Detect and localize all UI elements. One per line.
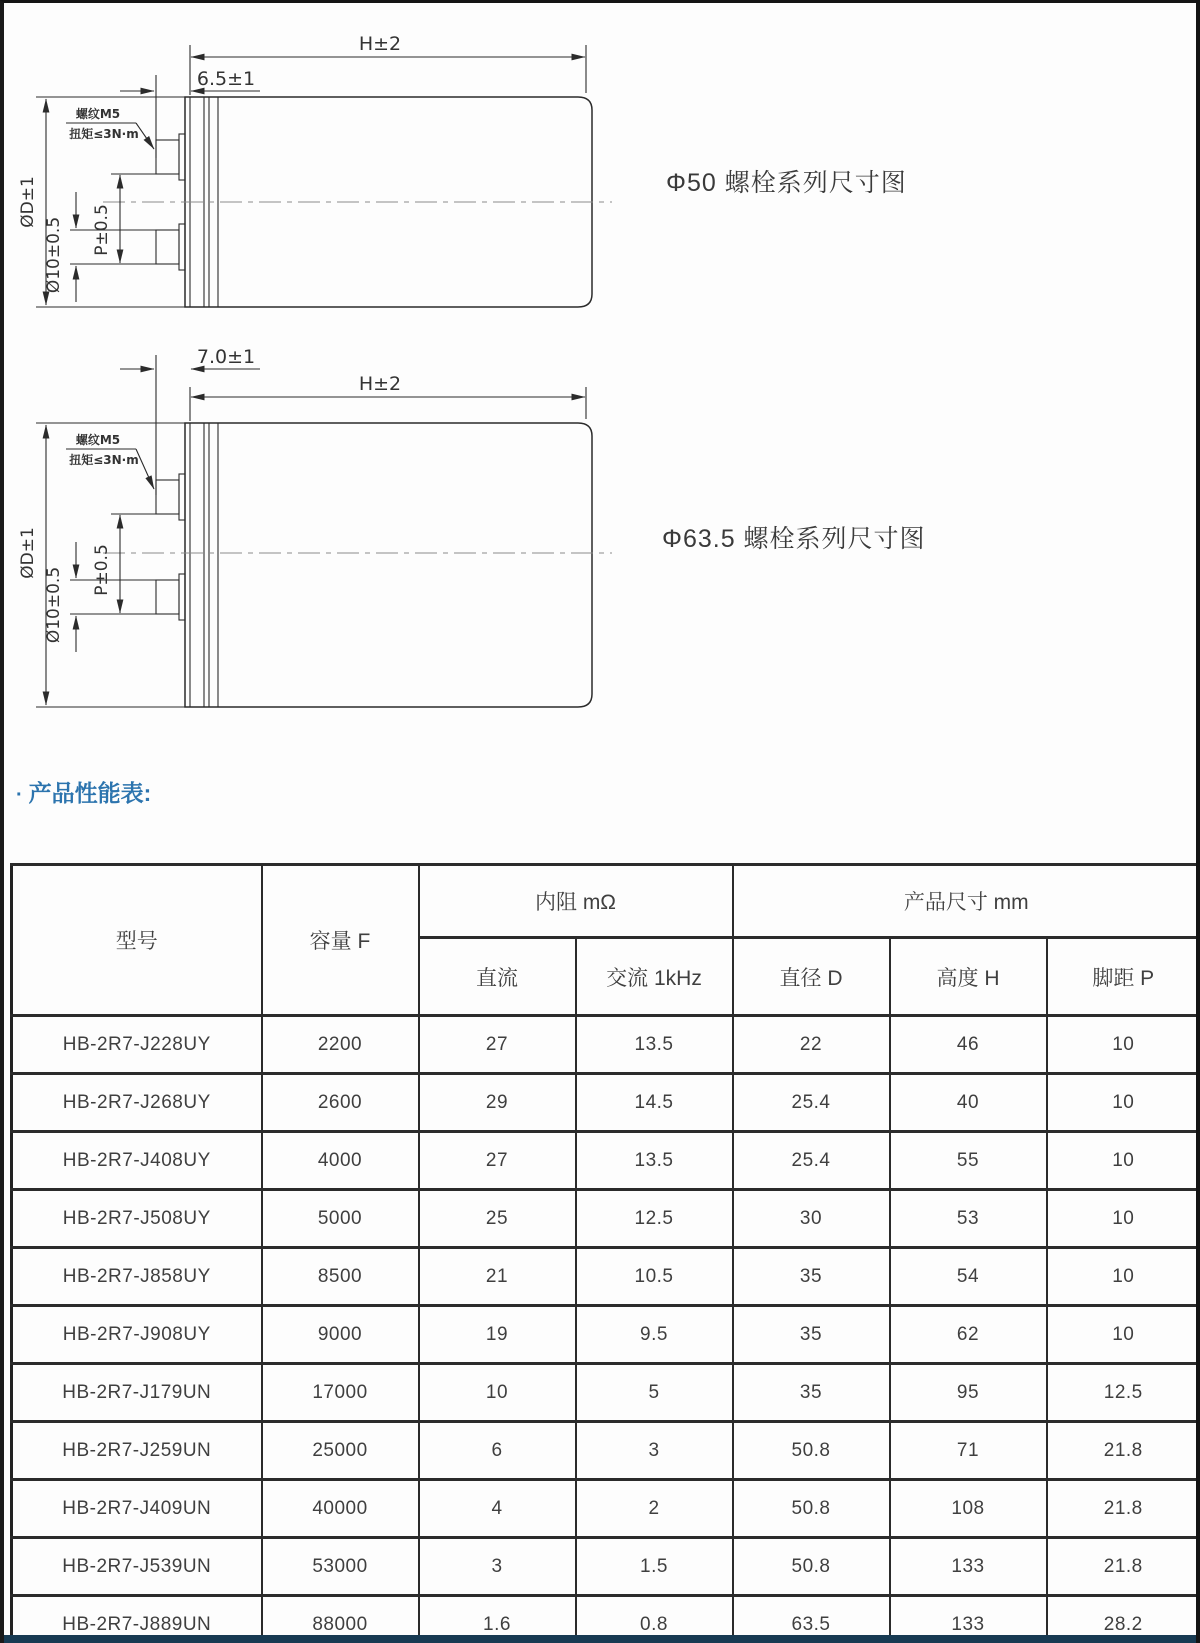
table-cell: 46 [890,1016,1047,1074]
table-cell: 27 [419,1132,576,1190]
table-cell: 50.8 [733,1480,890,1538]
table-cell: 10 [1047,1306,1200,1364]
table-cell: 4000 [262,1132,419,1190]
drawing-phi50 [8,25,620,343]
thread-label: 螺纹M5 [75,433,121,447]
table-cell: 1.6 [419,1596,576,1643]
table-cell: 55 [890,1132,1047,1190]
table-cell: 53000 [262,1538,419,1596]
table-cell: 10 [1047,1074,1200,1132]
table-cell: 3 [419,1538,576,1596]
table-cell: HB-2R7-J508UY [12,1190,262,1248]
table-cell: 1.5 [576,1538,733,1596]
table-cell: 40000 [262,1480,419,1538]
table-cell: 54 [890,1248,1047,1306]
table-cell: 13.5 [576,1132,733,1190]
table-cell: 10 [1047,1248,1200,1306]
table-cell: 88000 [262,1596,419,1643]
table-cell: 12.5 [1047,1364,1200,1422]
table-cell: 28.2 [1047,1596,1200,1643]
table-cell: 35 [733,1248,890,1306]
dim-terminal-dia-label: Ø10±0.5 [44,216,64,294]
table-cell: 25000 [262,1422,419,1480]
table-cell: 10 [419,1364,576,1422]
table-row [12,1248,1200,1306]
table-cell: 17000 [262,1364,419,1422]
table-cell: HB-2R7-J858UY [12,1248,262,1306]
dim-h-label: H±2 [358,373,402,395]
table-row [12,1364,1200,1422]
dim-terminal-dia-label: Ø10±0.5 [44,566,64,644]
section-heading-text: 产品性能表: [28,780,152,806]
table-cell: 29 [419,1074,576,1132]
table-row [12,1190,1200,1248]
table-row [12,1538,1200,1596]
table-row [12,1016,1200,1074]
table-cell: HB-2R7-J908UY [12,1306,262,1364]
table-cell: 2600 [262,1074,419,1132]
table-cell: 25.4 [733,1132,890,1190]
table-cell: 108 [890,1480,1047,1538]
table-row [12,1422,1200,1480]
table-cell: 21.8 [1047,1422,1200,1480]
table-cell: 40 [890,1074,1047,1132]
table-cell: 14.5 [576,1074,733,1132]
col-header-diameter: 直径 D [733,938,890,1016]
table-cell: 6 [419,1422,576,1480]
performance-table [10,863,1200,1643]
table-cell: 12.5 [576,1190,733,1248]
torque-label: 扭矩≤3N·m [69,127,139,141]
col-group-dimensions: 产品尺寸 mm [733,865,1200,938]
dim-pitch-label: P±0.5 [92,544,112,596]
section-heading [16,775,151,808]
upper-terminal [156,480,179,514]
table-cell: 13.5 [576,1016,733,1074]
table-cell: HB-2R7-J409UN [12,1480,262,1538]
table-cell: 19 [419,1306,576,1364]
table-cell: 35 [733,1364,890,1422]
table-cell: 133 [890,1538,1047,1596]
table-row [12,1074,1200,1132]
dim-pitch-label: P±0.5 [92,204,112,256]
col-header-capacity: 容量 F [262,865,419,1016]
table-row [12,1306,1200,1364]
table-row [12,1480,1200,1538]
table-cell: 9.5 [576,1306,733,1364]
table-cell: 2200 [262,1016,419,1074]
table-cell: 5 [576,1364,733,1422]
table-cell: 2 [576,1480,733,1538]
table-cell: 21 [419,1248,576,1306]
dim-protrusion-label: 6.5±1 [196,68,256,90]
col-header-height: 高度 H [890,938,1047,1016]
table-cell: 10 [1047,1190,1200,1248]
drawing-phi50-title: Φ50 螺栓系列尺寸图 [666,169,907,197]
col-header-ac: 交流 1kHz [576,938,733,1016]
table-cell: 133 [890,1596,1047,1643]
table-cell: 4 [419,1480,576,1538]
footer-bar [4,1635,1196,1643]
lower-terminal [156,230,179,264]
dim-protrusion-label: 7.0±1 [196,346,256,368]
col-header-model: 型号 [12,865,262,1016]
table-cell: 50.8 [733,1538,890,1596]
table-cell: 53 [890,1190,1047,1248]
table-cell: 25.4 [733,1074,890,1132]
dim-h-label: H±2 [358,33,402,55]
table-cell: HB-2R7-J539UN [12,1538,262,1596]
thread-label: 螺纹M5 [75,107,121,121]
table-cell: HB-2R7-J408UY [12,1132,262,1190]
table-cell: 95 [890,1364,1047,1422]
table-cell: 30 [733,1190,890,1248]
lower-terminal [156,580,179,614]
dim-body-dia-label: ØD±1 [18,527,38,579]
table-cell: 3 [576,1422,733,1480]
upper-terminal [156,140,179,174]
table-cell: 71 [890,1422,1047,1480]
table-cell: 10 [1047,1016,1200,1074]
table-cell: HB-2R7-J268UY [12,1074,262,1132]
table-cell: HB-2R7-J179UN [12,1364,262,1422]
bullet-icon: · [16,784,23,806]
table-cell: 21.8 [1047,1538,1200,1596]
dim-body-dia-label: ØD±1 [18,176,38,228]
table-cell: 22 [733,1016,890,1074]
table-cell: 21.8 [1047,1480,1200,1538]
table-cell: 50.8 [733,1422,890,1480]
table-cell: 10 [1047,1132,1200,1190]
table-cell: HB-2R7-J259UN [12,1422,262,1480]
table-cell: 8500 [262,1248,419,1306]
table-cell: 35 [733,1306,890,1364]
table-cell: 10.5 [576,1248,733,1306]
torque-label: 扭矩≤3N·m [69,453,139,467]
table-row [12,1132,1200,1190]
table-cell: HB-2R7-J228UY [12,1016,262,1074]
table-cell: 5000 [262,1190,419,1248]
table-cell: 25 [419,1190,576,1248]
capacitor-body [185,423,592,707]
drawing-phi63 [8,345,620,727]
col-header-dc: 直流 [419,938,576,1016]
drawing-phi63-title: Φ63.5 螺栓系列尺寸图 [662,525,926,553]
table-cell: 27 [419,1016,576,1074]
col-header-pitch: 脚距 P [1047,938,1200,1016]
table-cell: 0.8 [576,1596,733,1643]
table-body [12,1016,1200,1643]
table-cell: 62 [890,1306,1047,1364]
table-cell: HB-2R7-J889UN [12,1596,262,1643]
table-cell: 63.5 [733,1596,890,1643]
col-group-esr: 内阻 mΩ [419,865,733,938]
table-cell: 9000 [262,1306,419,1364]
